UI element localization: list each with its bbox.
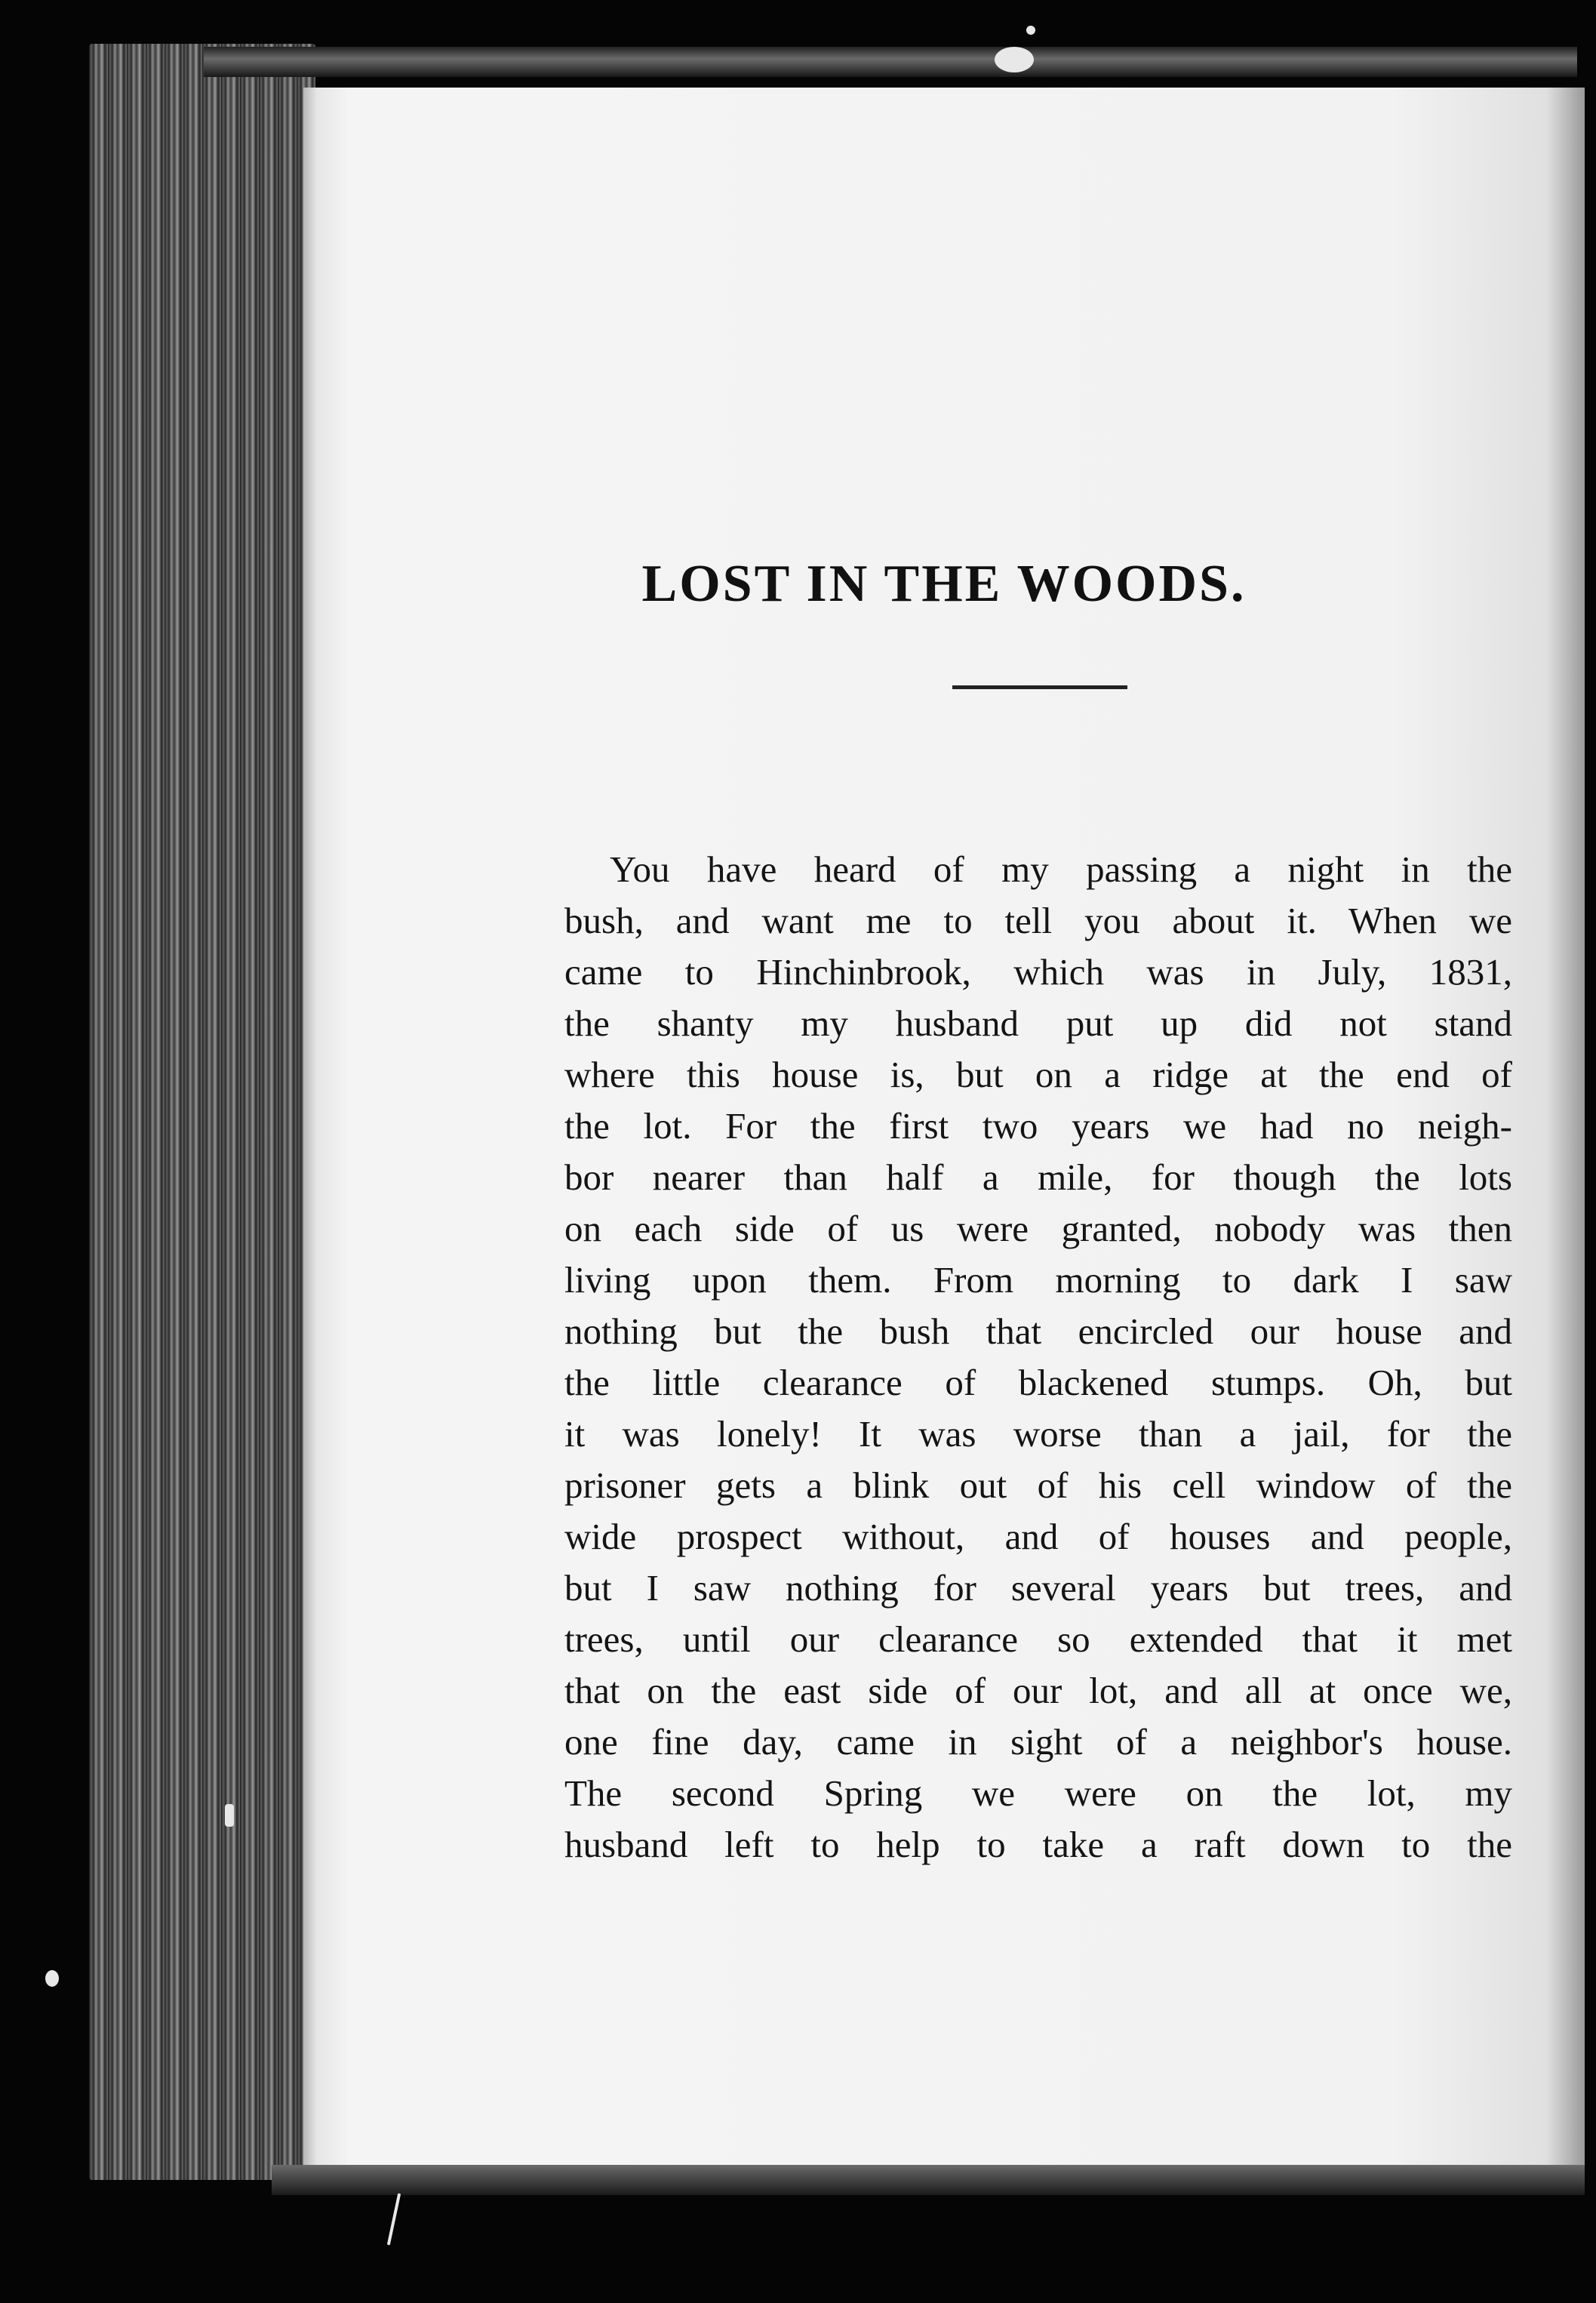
- text-line: wide prospect without, and of houses and people,: [564, 1516, 1512, 1557]
- text-line: bush, and want me to tell you about it. When we: [564, 900, 1512, 941]
- text-line: one fine day, came in sight of a neighbor's house.: [564, 1721, 1512, 1763]
- text-line: the shanty my husband put up did not stand: [564, 1002, 1512, 1044]
- page-bottom-shadow: [272, 2165, 1585, 2195]
- text-line: husband left to help to take a raft down to the: [564, 1824, 1512, 1865]
- text-line: bor nearer than half a mile, for though the lots: [564, 1156, 1512, 1198]
- dust-speck: [387, 2193, 401, 2245]
- text-line: the little clearance of blackened stumps. Oh, but: [564, 1362, 1512, 1403]
- text-line: trees, until our clearance so extended that it met: [564, 1618, 1512, 1660]
- text-line: where this house is, but on a ridge at the end of: [564, 1054, 1512, 1095]
- body-paragraph: [564, 844, 1512, 1870]
- text-line: on each side of us were granted, nobody was then: [564, 1208, 1512, 1249]
- title-divider-rule: [952, 685, 1127, 689]
- text-line: The second Spring we were on the lot, my: [564, 1772, 1512, 1814]
- dust-speck: [995, 47, 1034, 72]
- text-line: nothing but the bush that encircled our house and: [564, 1310, 1512, 1352]
- book-top-edge: [204, 47, 1577, 77]
- text-line: living upon them. From morning to dark I saw: [564, 1259, 1512, 1301]
- text-line: You have heard of my passing a night in the: [610, 848, 1512, 890]
- dust-speck: [45, 1970, 59, 1987]
- dust-speck: [225, 1804, 234, 1827]
- book-page-edges: [89, 44, 315, 2180]
- text-line: prisoner gets a blink out of his cell window of the: [564, 1464, 1512, 1506]
- text-line: that on the east side of our lot, and all at once we,: [564, 1670, 1512, 1711]
- text-line: came to Hinchinbrook, which was in July, 1831,: [564, 951, 1512, 993]
- dust-speck: [1026, 26, 1035, 35]
- text-line: the lot. For the first two years we had no neigh-: [564, 1105, 1512, 1147]
- text-line: it was lonely! It was worse than a jail, for the: [564, 1413, 1512, 1455]
- chapter-title: LOST IN THE WOODS.: [641, 555, 1247, 613]
- text-line: but I saw nothing for several years but trees, and: [564, 1567, 1512, 1609]
